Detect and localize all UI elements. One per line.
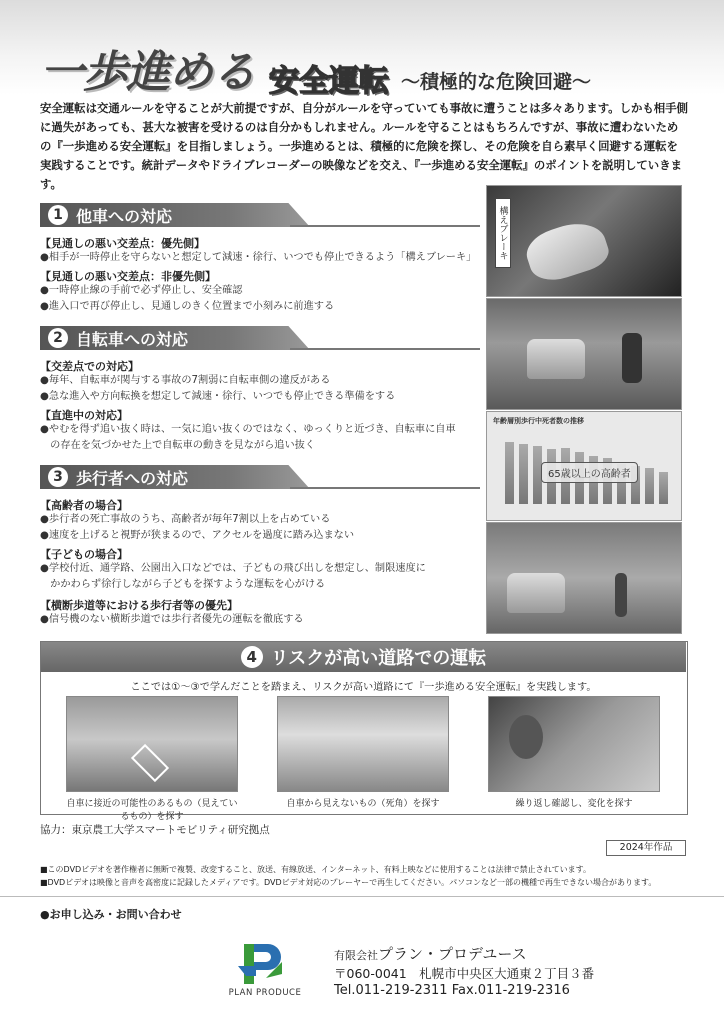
section-3-item: ●速度を上げると視野が狭まるので、アクセルを過度に踏み込まない [40,530,355,541]
company-phone: Tel.011-219-2311 Fax.011-219-2316 [334,983,570,998]
section-1-item: ●相手が一時停止を守らないと想定して減速・徐行、いつでも停止できるよう「構えブレーキ」 [40,252,477,263]
section-1-header [40,203,480,227]
section-2-item: の存在を気づかせた上で自転車の動きを見ながら追い抜く [40,440,316,451]
section-1-item: ●一時停止線の手前で必ず停止し、安全確認 [40,285,243,296]
photo-child-runner [486,522,682,634]
section-1-subheading-2: 【見通しの悪い交差点：非優先側】 [40,270,216,283]
thumb-caption-3: 繰り返し確認し、変化を探す [515,799,633,809]
intro-paragraph: 安全運転は交通ルールを守ることが大前提ですが、自分がルールを守っていても事故に遭うことは多々あります。しかも相手側に過失があっても、甚大な被害を受けるのは自分かもしれません。ルールを守ることはもちろんですが、事故に遭わないための『一歩進める安全運転』を目指しましょう。一歩進めるとは、積極的に危険を探し、その危険を自ら素早く回避する運転を実践することです。統計データやドライブレコーダーの映像などを交え、『一歩進める安全運転』のポイントを説明していきます。 [40,101,688,191]
runner-shape [615,573,627,617]
title-subtitle: 〜積極的な危険回避〜 [401,71,592,93]
section-2-number: 2 [48,328,68,348]
photo-bicycle-street [486,298,682,410]
section-4-header [41,642,686,672]
section-4-number: 4 [241,646,263,668]
section-1-item: ●進入口で再び停止し、見通しのきく位置まで小刻みに前進する [40,301,335,312]
company-prefix: 有限会社 [334,949,378,962]
car-shape [507,573,565,613]
section-4-box [40,641,688,822]
title-main: 一歩進める [40,47,255,98]
header-band [0,0,724,99]
photo-brake-pedal [486,185,682,297]
photo-pedestrian-chart [486,411,682,521]
section-3-subheading-1: 【高齢者の場合】 [40,499,128,512]
chart-bar [659,472,668,504]
section-3-subheading-2: 【子どもの場合】 [40,548,128,561]
shoe-illustration [521,215,613,287]
section-3-item: ●学校付近、通学路、公園出入口などでは、子どもの飛び出しを想定し、制限速度に [40,563,426,574]
section-2-title: 自転車への対応 [76,329,189,349]
brake-tag: 構えブレーキ [495,198,511,268]
elderly-badge: 65歳以上の高齢者 [541,462,638,483]
section-3-item: ●歩行者の死亡事故のうち、高齢者が毎年7割以上を占めている [40,514,331,525]
logo-wordmark: PLAN PRODUCE [228,988,302,998]
cooperation-credit: 協力：東京農工大学スマートモビリティ研究拠点 [40,824,270,836]
chart-bar [519,444,528,504]
thumb-caption-1: 自車に接近の可能性のあるもの（見えているもの）を探す [66,799,238,822]
contact-heading: ●お申し込み・お問い合わせ [40,908,182,921]
year-badge: 2024年作品 [606,840,686,856]
section-4-title: リスクが高い道路での運転 [270,648,487,669]
chart-bar [505,442,514,504]
divider [0,896,724,897]
section-2-item: ●やむを得ず追い抜く時は、一気に追い抜くのではなく、ゆっくりと近づき、自転車に自車 [40,424,456,435]
section-1-subheading-1: 【見通しの悪い交差点：優先側】 [40,237,205,250]
section-2-subheading-2: 【直進中の対応】 [40,409,128,422]
section-3-item: ●信号機のない横断歩道では歩行者優先の運転を徹底する [40,614,304,625]
company-name [334,943,527,964]
section-3-item: かかわらず徐行しながら子どもを探すような運転を心がける [40,579,326,590]
section-1-title: 他車への対応 [76,206,173,226]
title-accent: 安全運転 [269,64,389,99]
section-2-subheading-1: 【交差点での対応】 [40,360,139,373]
thumb-caption-2: 自車から見えないもの（死角）を探す [286,799,440,809]
section-3-subheading-3: 【横断歩道等における歩行者等の優先】 [40,599,238,612]
chart-title: 年齢層別歩行中死者数の推移 [493,417,584,425]
thumb-driver [488,696,660,792]
car-shape [527,339,585,379]
driver-face [509,715,543,759]
chart-bar [645,468,654,504]
section-1-number: 1 [48,205,68,225]
section-2-item: ●毎年、自転車が関与する事故の7割弱に自転車側の違反がある [40,375,331,386]
company-main-name: プラン・プロデユース [378,945,527,963]
section-2-item: ●急な進入や方向転換を想定して減速・徐行、いつでも停止できる準備をする [40,391,396,402]
section-3-number: 3 [48,467,68,487]
road-diamond-mark [131,744,169,782]
company-address: 〒060-0041 札幌市中央区大通東２丁目３番 [334,966,595,981]
section-2-header [40,326,480,350]
thumb-road-view [66,696,238,792]
section-3-title: 歩行者への対応 [76,468,189,488]
section-3-header [40,465,480,489]
notice-line: ■DVDビデオは映像と音声を高密度に記録したメディアです。DVDビデオ対応のプレーヤーで再生してください。パソコンなど一部の機種で再生できない場合があります。 [40,878,657,887]
page-title [40,40,591,100]
cyclist-shape [622,333,642,383]
notice-line: ■このDVDビデオを著作権者に無断で複製、改変すること、放送、有線放送、インターネット、有料上映などに使用することは法律で禁止されています。 [40,865,591,874]
thumb-blind-spot-diagram [277,696,449,792]
section-4-description: ここでは①〜③で学んだことを踏まえ、リスクが高い道路にて『一歩進める安全運転』を実践します。 [130,682,597,693]
